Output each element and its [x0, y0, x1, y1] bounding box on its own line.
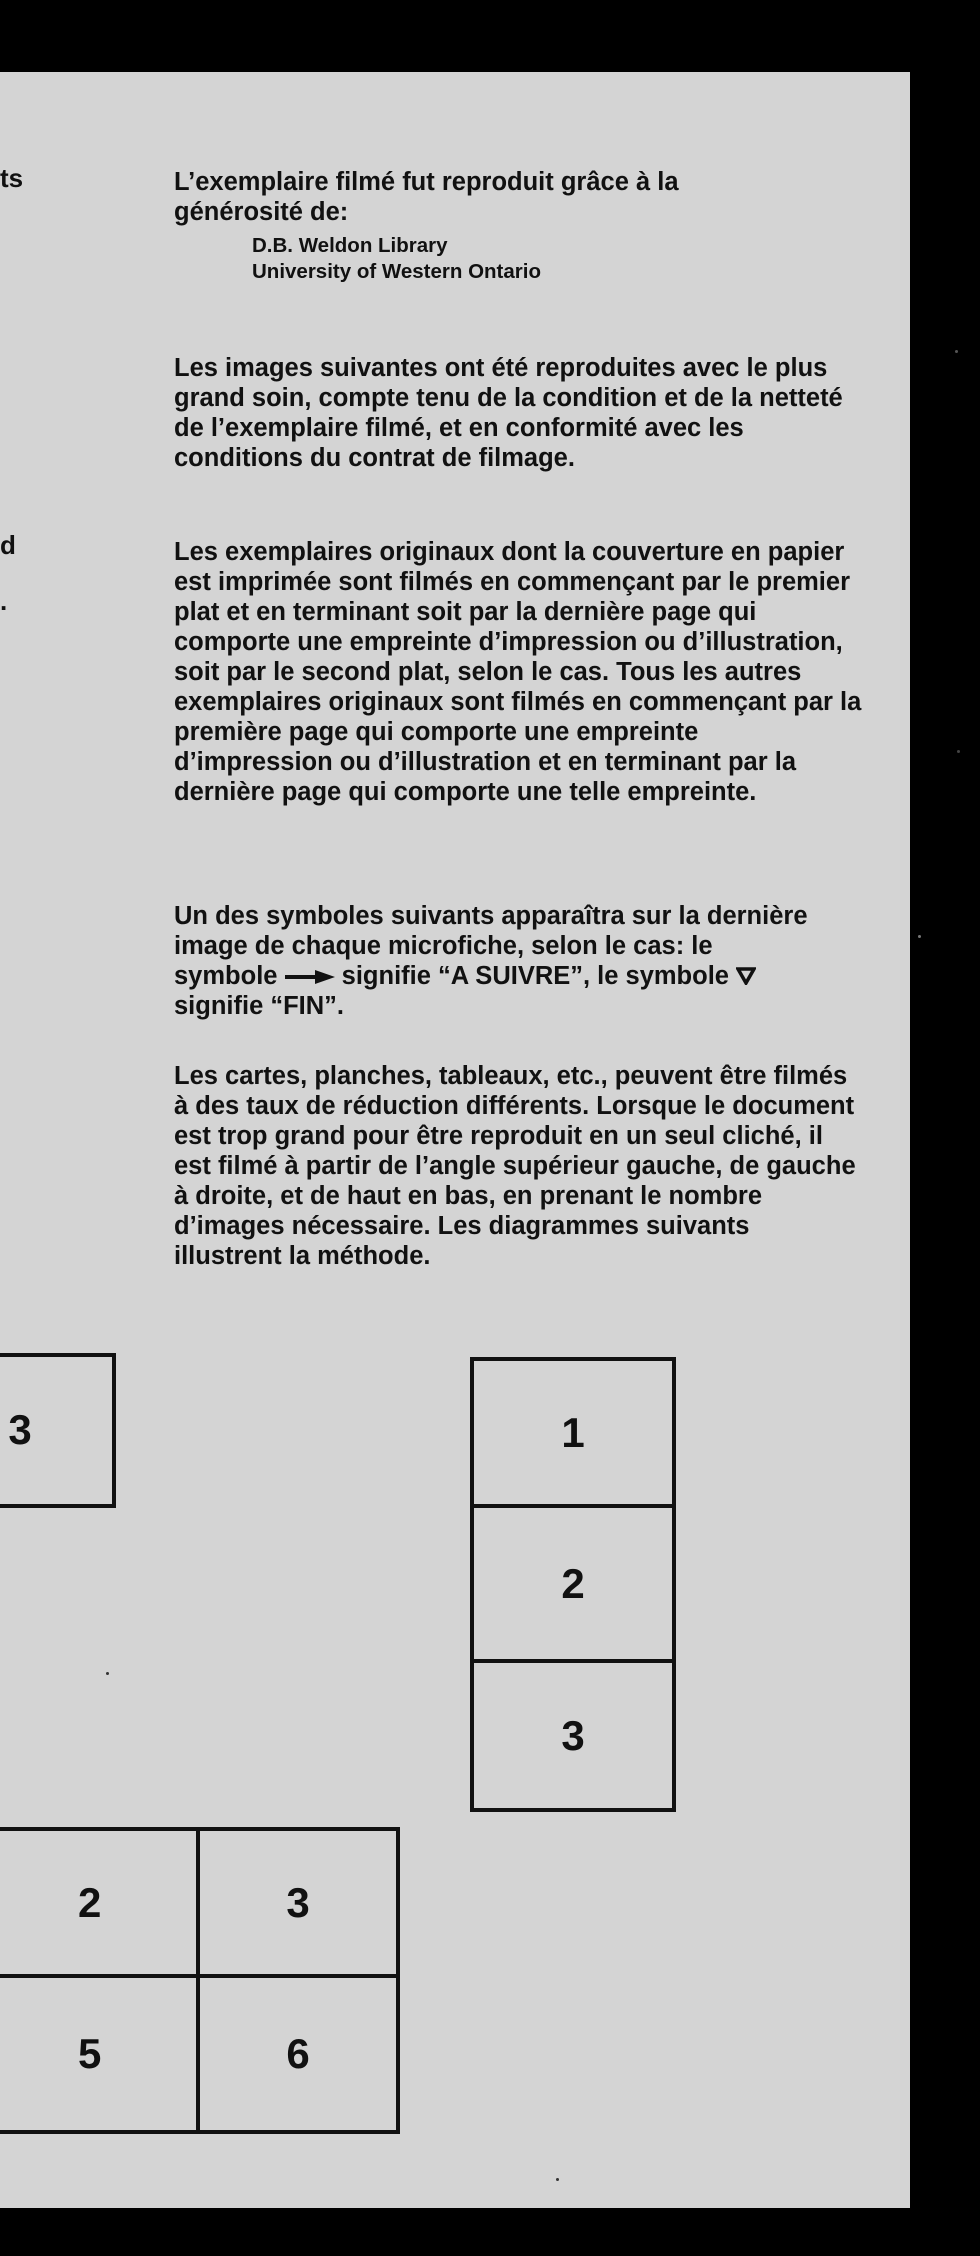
paragraph-care: Les images suivantes ont été reproduites avec le plus grand soin, compte tenu de la condition et de la netteté de l’exemplaire filmé, et en conformité avec les conditions du contrat de filmage.: [174, 354, 843, 472]
diagram-grid-cell-5: 5: [78, 2030, 102, 2077]
diagram-column-cell-1: 1: [561, 1408, 585, 1456]
diagram-column-cell-3: 3: [561, 1711, 585, 1759]
left-fragment-3: .: [0, 586, 8, 616]
symbols-text-2: signifie “A SUIVRE”, le symbole: [341, 962, 729, 990]
paragraph-maps: Les cartes, planches, tableaux, etc., peuvent être filmés à des taux de réduction différents. Lorsque le document est trop grand pour être reproduit en un seul cliché, il est filmé à partir de l’angle supérieur gauche, de gauche à droite, et de haut en bas, en prenant le nombre d’images nécessaire. Les diagrammes suivants illustrent la méthode.: [174, 1062, 856, 1270]
scan-speck: [957, 750, 960, 753]
diagram-grid-cell-6: 6: [286, 2030, 310, 2077]
left-fragment-1: ts: [0, 163, 24, 193]
diagram-grid-cell-3: 3: [286, 1878, 310, 1926]
scan-speck: [918, 935, 921, 938]
institution-name: D.B. Weldon Library: [252, 234, 448, 257]
left-fragment-2: d: [0, 530, 16, 560]
scan-speck: [556, 2178, 559, 2181]
triangle-down-icon: [736, 967, 756, 985]
diagram-row-cell-3: 3: [8, 1406, 32, 1453]
paragraph-originals: Les exemplaires originaux dont la couverture en papier est imprimée sont filmés en commençant par le premier plat et en terminant soit par la dernière page qui comporte une empreinte d’impression ou d’illustration, soit par le second plat, selon le cas. Tous les autres exemplaires originaux sont filmés en commençant par la première page qui comporte une empreinte d’impression ou d’illustration et en terminant par la dernière page qui comporte une telle empreinte.: [174, 538, 862, 806]
credit-intro: L’exemplaire filmé fut reproduit grâce à la générosité de:: [174, 168, 679, 226]
symbols-text-1: Un des symboles suivants apparaîtra sur la dernière image de chaque microfiche, selon le cas: le symbole: [174, 902, 808, 990]
paragraph-symbols: [174, 901, 814, 1021]
scan-speck: [955, 350, 958, 353]
institution-university: University of Western Ontario: [252, 260, 541, 283]
symbols-text-3: signifie “FIN”.: [174, 992, 345, 1020]
diagram-column-cell-2: 2: [561, 1559, 585, 1607]
diagram-grid-cell-2: 2: [78, 1878, 102, 1926]
scan-speck: [106, 1672, 109, 1675]
arrow-right-icon: [285, 970, 335, 984]
